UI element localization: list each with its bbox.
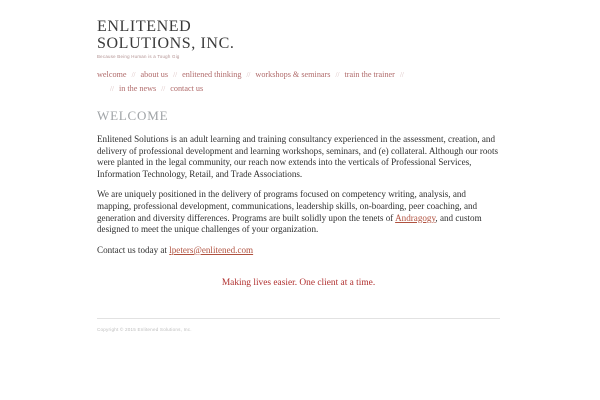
nav-separator: // bbox=[161, 85, 166, 93]
nav-item-enlitened-thinking[interactable]: enlitened thinking bbox=[182, 70, 242, 79]
paragraph-positioning bbox=[97, 189, 500, 235]
nav-separator: // bbox=[246, 71, 251, 79]
nav-item-workshops-seminars[interactable]: workshops & seminars bbox=[255, 70, 331, 79]
site-title-line-2: SOLUTIONS, INC. bbox=[97, 35, 235, 52]
nav-item-in-the-news[interactable]: in the news bbox=[118, 84, 157, 93]
site-title bbox=[97, 18, 500, 52]
nav-item-train-the-trainer[interactable]: train the trainer bbox=[344, 70, 395, 79]
nav-row-1 bbox=[97, 70, 407, 79]
nav-item-contact-us[interactable]: contact us bbox=[170, 84, 204, 93]
main-navigation[interactable] bbox=[97, 68, 500, 96]
site-title-line-1: ENLITENED bbox=[97, 18, 192, 35]
page-title: WELCOME bbox=[97, 108, 169, 123]
site-tagline: Because Being Human is a Tough Gig bbox=[97, 54, 180, 59]
paragraph-intro: Enlitened Solutions is an adult learning and training consultancy experienced in the assessment, creation, and delivery of professional development and learning workshops, seminars, and (e) collateral. Although our roots were planted in the legal community, our reach now extends into the verticals of Professional Services, Information Technology, Retail, and Trade Associations. bbox=[97, 134, 499, 179]
nav-separator: // bbox=[110, 85, 114, 93]
footer-divider bbox=[97, 318, 500, 319]
paragraph-contact bbox=[97, 245, 500, 257]
andragogy-link[interactable]: Andragogy bbox=[395, 212, 436, 223]
nav-item-about-us[interactable]: about us bbox=[140, 70, 169, 79]
slogan: Making lives easier. One client at a time. bbox=[221, 278, 376, 289]
email-link[interactable]: lpeters@enlitened.com bbox=[169, 244, 254, 255]
nav-separator: // bbox=[173, 71, 178, 79]
contact-prefix: Contact us today at bbox=[97, 244, 170, 255]
paragraph-positioning-part-1: We are uniquely positioned in the delivery of programs focused on competency writing, analysis, and mapping, professional development, communications, leadership skills, on-boarding, peer coaching, and generation and diversity differences. Programs are built solidly upon the tenets of bbox=[97, 189, 478, 223]
paragraph-positioning-part-2: , and custom designed to meet the unique challenges of your organization. bbox=[97, 212, 482, 235]
nav-separator: // bbox=[131, 71, 136, 79]
site-header bbox=[97, 18, 500, 59]
nav-separator: // bbox=[335, 71, 340, 79]
nav-separator: // bbox=[399, 71, 404, 79]
nav-item-welcome[interactable]: welcome bbox=[97, 70, 127, 79]
main-content bbox=[97, 134, 500, 256]
nav-row-2 bbox=[97, 82, 500, 96]
footer-copyright: Copyright © 2015 Enlitened Solutions, Inc. bbox=[97, 327, 192, 333]
